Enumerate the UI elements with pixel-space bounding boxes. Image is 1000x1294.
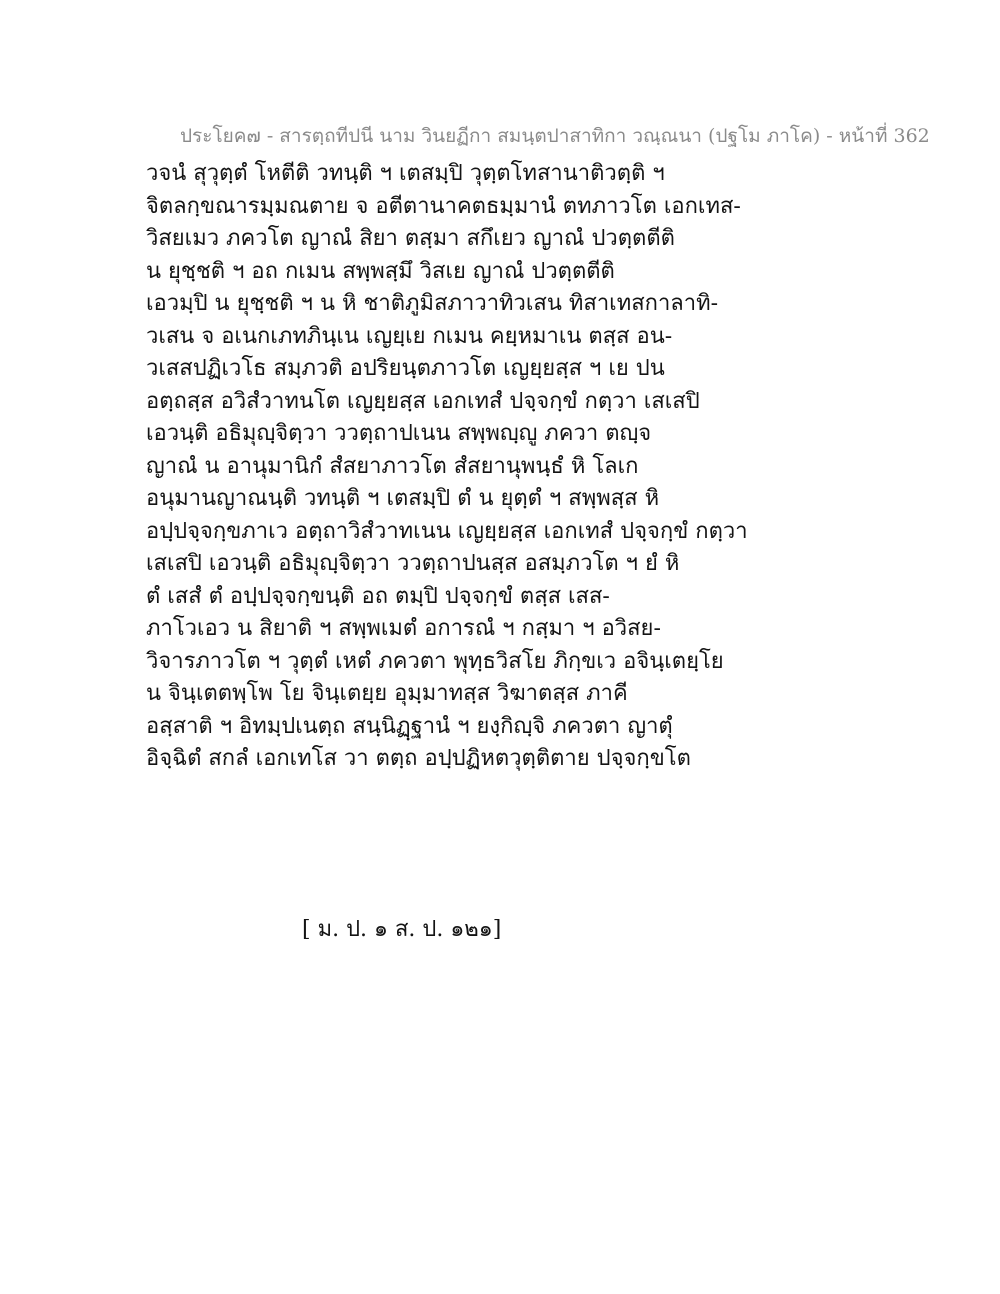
text-line: วิสยเมว ภควโต ญาณํ สิยา ตสฺมา สกึเยว ญาณํ ปวตฺตตีติ — [146, 226, 675, 251]
text-line: อิจฺฉิตํ สกลํ เอกเทโส วา ตตฺถ อปฺปฏิหตวุตฺติตาย ปจฺจกฺขโต — [146, 746, 691, 771]
text-line: เอวมฺปิ น ยุชฺชติ ฯ น หิ ชาติภูมิสภาวาทิวเสน ทิสาเทสกาลาทิ- — [146, 291, 719, 316]
text-line: เอวนฺติ อธิมุญฺจิตฺวา ววตฺถาปเนน สพฺพญฺญู ภควา ตญฺจ — [146, 421, 652, 446]
text-line: วิจารภาวโต ฯ วุตฺตํ เหตํ ภควตา พุทฺธวิสโย ภิกฺขเว อจินฺเตยฺโย — [146, 648, 724, 674]
text-line: วจนํ สุวุตฺตํ โหตีติ วทนฺติ ฯ เตสมฺปิ วุตฺตโทสานาติวตฺติ ฯ — [146, 161, 665, 186]
text-line: อตฺถสฺส อวิสํวาทนโต เญยฺยสฺส เอกเทสํ ปจฺจกฺขํ กตฺวา เสเสปิ — [146, 388, 700, 414]
text-line: ตํ เสสํ ตํ อปฺปจฺจกฺขนฺติ อถ ตมฺปิ ปจฺจกฺขํ ตสฺส เสส- — [146, 583, 610, 609]
running-header: ประโยค๗ - สารตฺถทีปนี นาม วินยฏีกา สมนฺตปาสาทิกา วณฺณนา (ปฐโม ภาโค) - หน้าที่ 362 — [180, 125, 930, 147]
text-line: เสเสปิ เอวนฺติ อธิมุญฺจิตฺวา ววตฺถาปนสฺส อสมฺภวโต ฯ ยํ หิ — [146, 551, 680, 576]
text-line: น จินฺเตตพฺโพ โย จินฺเตยฺย อุมฺมาทสฺส วิฆาตสฺส ภาคี — [146, 681, 628, 706]
text-line: น ยุชฺชติ ฯ อถ กเมน สพฺพสฺมึ วิสเย ญาณํ ปวตฺตตีติ — [146, 258, 615, 284]
text-line: วเสสปฏิเวโธ สมฺภวติ อปริยนฺตภาวโต เญยฺยสฺส ฯ เย ปน — [146, 356, 665, 381]
footnote-reference: [ ม. ป. ๑ ส. ป. ๑๒๑] — [302, 917, 502, 942]
text-line: จิตลกฺขณารมฺมณตาย จ อตีตานาคตธมฺมานํ ตทภาวโต เอกเทส- — [146, 193, 741, 219]
text-line: ญาณํ น อานุมานิกํ สํสยาภาวโต สํสยานุพนฺธํ หิ โลเก — [146, 453, 639, 479]
text-line: อนุมานญาณนฺติ วทนฺติ ฯ เตสมฺปิ ตํ น ยุตฺตํ ฯ สพฺพสฺส หิ — [146, 486, 660, 511]
text-line: อสฺสาติ ฯ อิทมฺปเนตฺถ สนฺนิฏฺฐานํ ฯ ยงฺกิญฺจิ ภควตา ญาตุํ — [146, 713, 673, 739]
text-line: ภาโวเอว น สิยาติ ฯ สพฺพเมตํ อการณํ ฯ กสฺมา ฯ อวิสย- — [146, 616, 661, 641]
body-text — [146, 158, 866, 776]
text-line: วเสน จ อเนกเภทภินฺเน เญยฺเย กเมน คยฺหมาเน ตสฺส อน- — [146, 323, 673, 349]
text-line: อปฺปจฺจกฺขภาเว อตฺถาวิสํวาทเนน เญยฺยสฺส เอกเทสํ ปจฺจกฺขํ กตฺวา — [146, 518, 748, 544]
